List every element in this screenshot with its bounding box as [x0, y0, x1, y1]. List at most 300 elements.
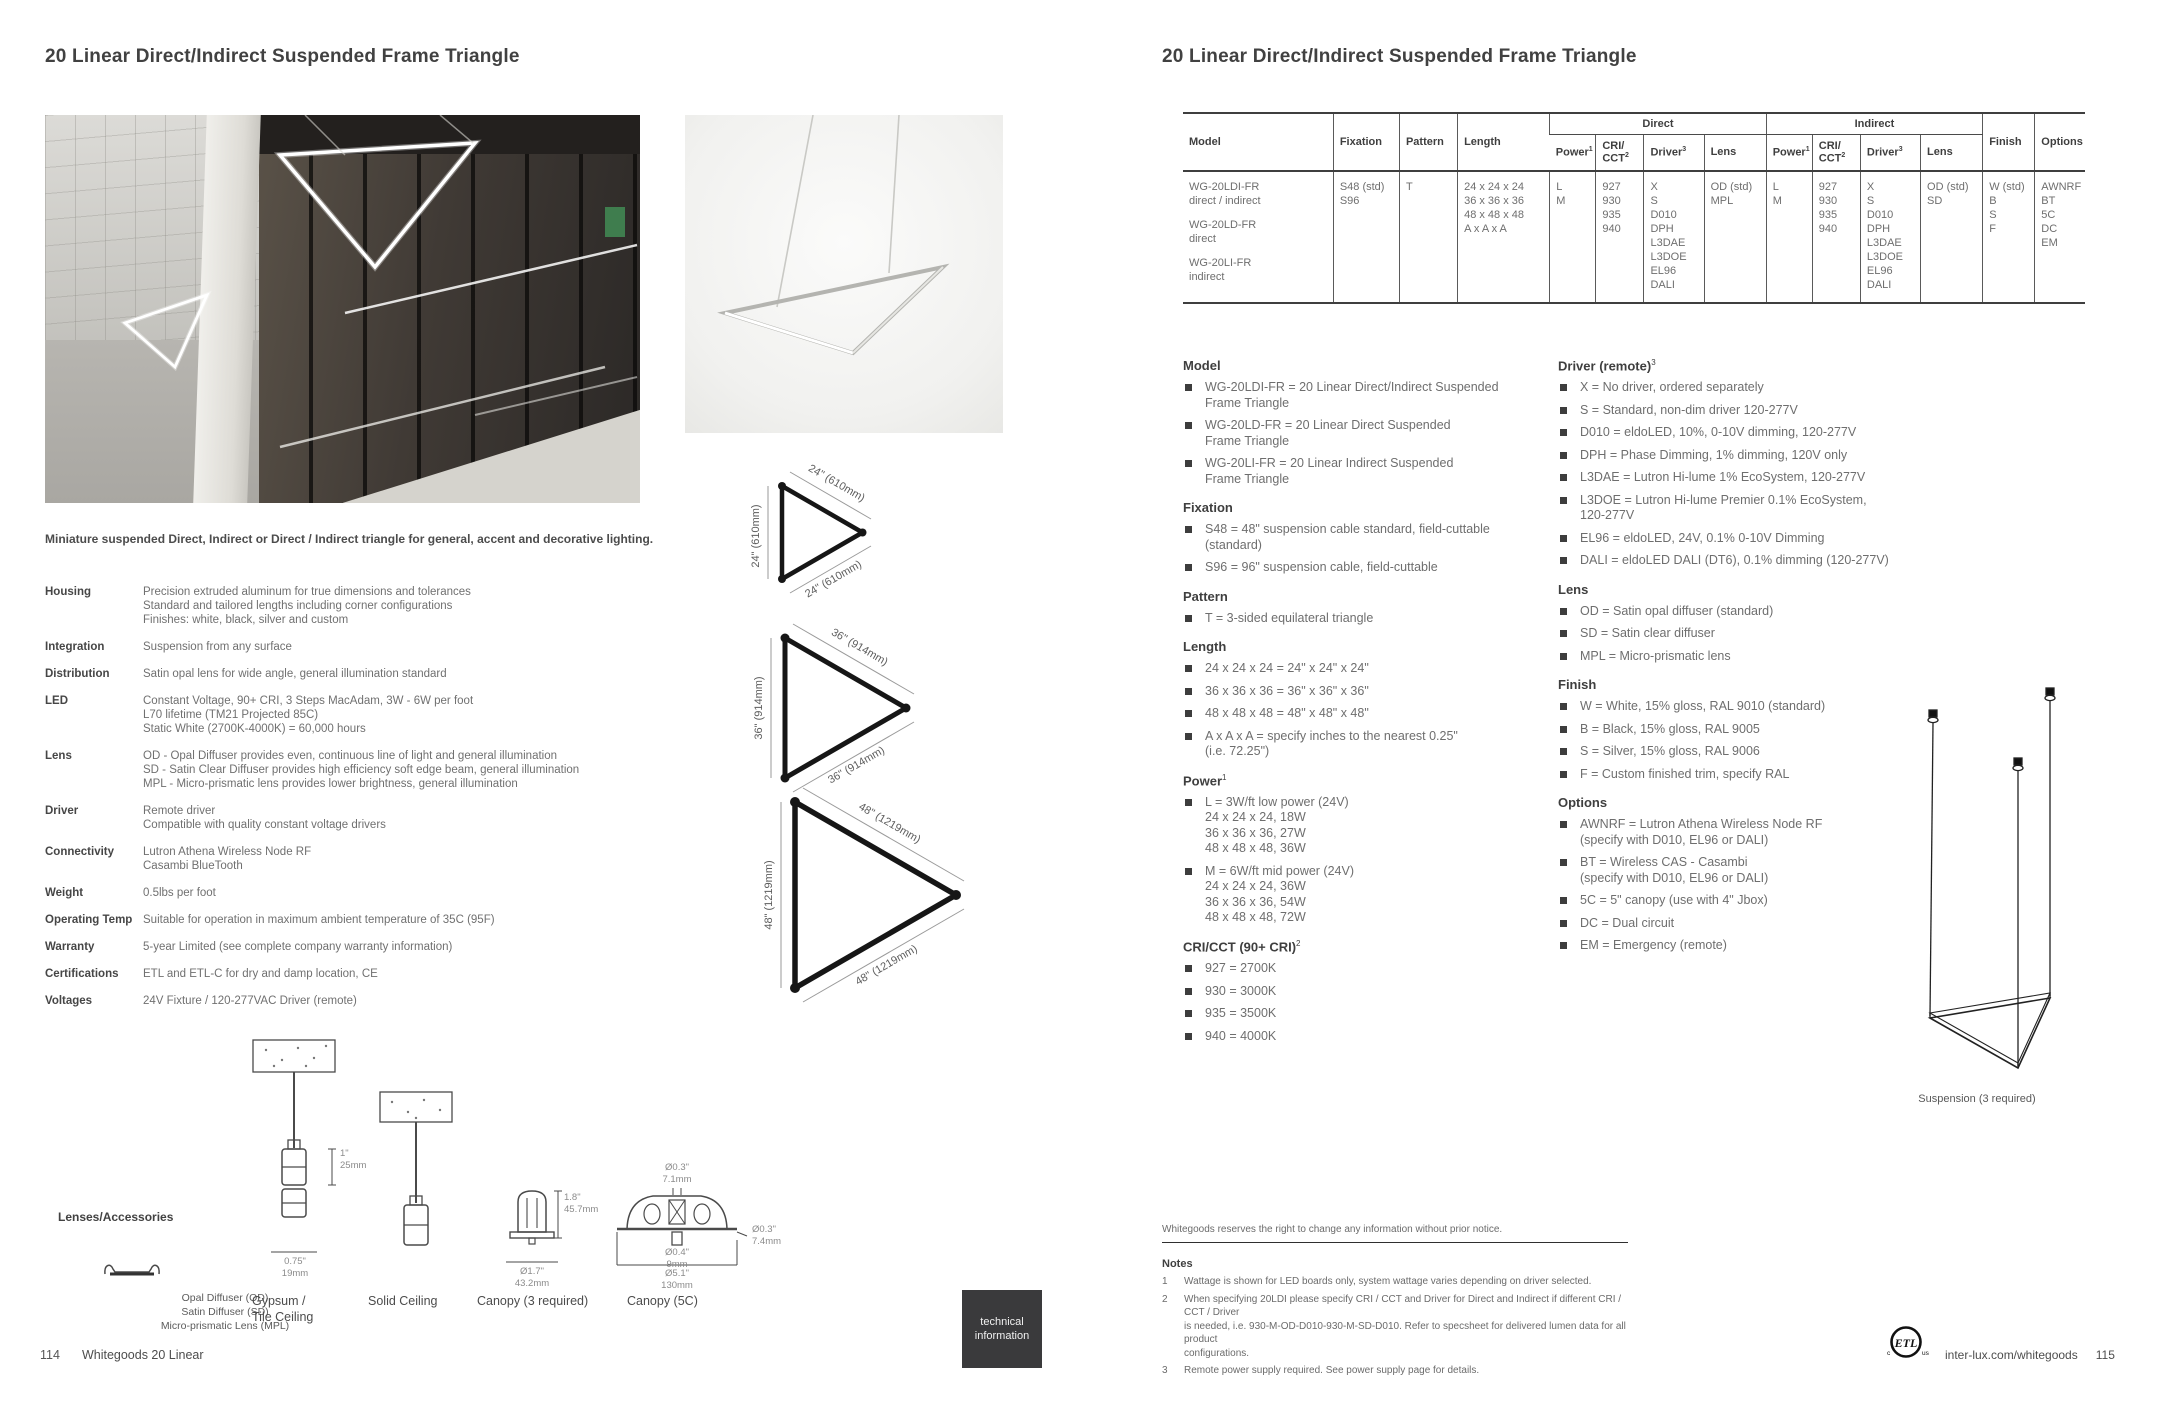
bullet-line: 48 x 48 x 48 = 48" x 48" x 48": [1205, 706, 1369, 720]
footer-right: [1945, 1348, 2115, 1362]
bullet-item: [1183, 418, 1603, 449]
notes-block: [1162, 1258, 1632, 1382]
bullet-item: [1558, 767, 1958, 783]
bullet-square-icon: [1560, 452, 1567, 459]
cell-indirect-power: [1766, 171, 1812, 303]
lens-profile-icon: [100, 1256, 164, 1280]
spec-value: [143, 749, 579, 791]
cell-line: L3DOE: [1866, 250, 1903, 263]
cell-line: S: [1866, 194, 1875, 207]
bullet-item: [1183, 522, 1603, 553]
bullet-line: EL96 = eldoLED, 24V, 0.1% 0-10V Dimming: [1580, 530, 1825, 545]
dim-label-48-top: 48" (1219mm): [856, 800, 923, 846]
suspension-caption: Suspension (3 required): [1918, 1093, 2036, 1105]
cell-line: SD: [1927, 194, 1943, 207]
bullet-line: (i.e. 72.25"): [1205, 744, 1270, 758]
bullet-line: M = 6W/ft mid power (24V): [1205, 863, 1354, 878]
bullet-item: [1558, 744, 1958, 760]
dim-label-36-left: 36" (914mm): [753, 676, 765, 740]
model-entry: [1189, 256, 1327, 284]
spec-value-line: Static White (2700K-4000K) = 60,000 hours: [143, 723, 366, 735]
bullet-item: [1558, 531, 1958, 547]
bullet-line: S = Standard, non-dim driver 120-277V: [1580, 402, 1798, 417]
gypsum-dim-side: 1" 25mm: [340, 1148, 367, 1171]
bullet-line: SD = Satin clear diffuser: [1580, 626, 1715, 641]
bullet-line: L3DOE = Lutron Hi-lume Premier 0.1% EcoSystem,: [1580, 492, 1867, 507]
bullet-item: [1558, 916, 1958, 932]
spec-label: Distribution: [45, 668, 110, 680]
gypsum-caption: Gypsum / Tile Ceiling: [252, 1294, 314, 1324]
cell-finish: [1983, 171, 2035, 303]
spec-label: Weight: [45, 887, 84, 899]
bullet-square-icon: [1560, 535, 1567, 542]
disclaimer-text: Whitegoods reserves the right to change any information without prior notice.: [1162, 1224, 1503, 1235]
bullet-lines: [1205, 984, 1276, 1000]
bullet-lines: [1580, 744, 1760, 760]
cell-line: D010: [1650, 208, 1677, 221]
svg-text:c: c: [1887, 1350, 1891, 1357]
bullet-line: EM = Emergency (remote): [1580, 938, 1727, 953]
note-number: 3: [1162, 1365, 1168, 1376]
bullet-square-icon: [1560, 608, 1567, 615]
section-title: Power$^1$: [1183, 772, 1227, 788]
spec-value-line: Constant Voltage, 90+ CRI, 3 Steps MacAdam, 3W - 6W per foot: [143, 695, 474, 707]
disclaimer-rule: [1162, 1242, 1628, 1243]
page-number-right: 115: [2095, 1348, 2115, 1362]
ordering-key-left-column: [1183, 345, 1603, 1051]
canopy5c-dim-right: Ø0.3" 7.4mm: [752, 1224, 782, 1247]
spec-row: [45, 886, 705, 900]
spec-row: [45, 585, 705, 627]
dim-label-48-left: 48" (1219mm): [763, 860, 775, 930]
bullet-square-icon: [1560, 859, 1567, 866]
dim-label-36-top: 36" (914mm): [829, 626, 890, 669]
spec-value: [143, 913, 495, 927]
model-type: direct / indirect: [1189, 194, 1261, 207]
bullet-lines: [1580, 916, 1674, 932]
bullet-item: [1558, 722, 1958, 738]
col-header-indirect-driver: Driver$^3$: [1860, 135, 1920, 171]
bullet-line: WG-20LI-FR = 20 Linear Indirect Suspended: [1205, 456, 1454, 470]
cell-direct-power: [1550, 171, 1596, 303]
etl-mark-icon: [1884, 1322, 1932, 1366]
spec-value-line: Lutron Athena Wireless Node RF: [143, 846, 312, 858]
bullet-lines: [1580, 722, 1760, 738]
bullet-line: S96 = 96" suspension cable, field-cuttable: [1205, 560, 1438, 574]
spec-value-line: Suitable for operation in maximum ambient temperature of 35C (95F): [143, 914, 495, 926]
model-code: WG-20LDI-FR: [1189, 180, 1260, 193]
col-header-finish: Finish: [1983, 113, 2035, 171]
bullet-line: B = Black, 15% gloss, RAL 9005: [1580, 721, 1760, 736]
pendant-drawing: [685, 115, 1003, 433]
spec-label: Warranty: [45, 941, 95, 953]
bullet-lines: [1580, 448, 1847, 464]
section-title: CRI/CCT (90+ CRI)$^2$: [1183, 938, 1301, 955]
bullet-item: [1558, 893, 1958, 909]
lens-caption-sd: Satin Diffuser (SD): [181, 1306, 269, 1318]
bullet-lines: [1205, 522, 1490, 553]
bullet-square-icon: [1560, 771, 1567, 778]
bullet-square-icon: [1560, 920, 1567, 927]
bullet-line: T = 3-sided equilateral triangle: [1205, 610, 1374, 625]
canopy3-dim-side: 1.8" 45.7mm: [564, 1192, 599, 1215]
note-text: [1184, 1364, 1479, 1378]
cell-line: L: [1772, 180, 1779, 193]
spec-value-line: Satin opal lens for wide angle, general illumination standard: [143, 668, 447, 680]
bullet-square-icon: [1560, 703, 1567, 710]
bullet-lines: [1580, 817, 1822, 848]
bullet-line: 48 x 48 x 48, 72W: [1205, 910, 1306, 925]
bullet-lines: [1580, 626, 1715, 642]
section-title: Finish: [1558, 677, 1597, 693]
bullet-square-icon: [1185, 1010, 1192, 1017]
spec-row: [45, 804, 705, 832]
bullet-item: [1183, 961, 1603, 977]
bullet-line: X = No driver, ordered separately: [1580, 380, 1764, 395]
bullet-lines: [1580, 470, 1865, 486]
model-code: WG-20LD-FR: [1189, 218, 1257, 231]
bullet-lines: [1580, 767, 1789, 783]
bullet-line: OD = Satin opal diffuser (standard): [1580, 603, 1774, 618]
cell-line: OD (std): [1927, 180, 1969, 193]
spec-value-line: Suspension from any surface: [143, 641, 292, 653]
bullet-line: Frame Triangle: [1205, 395, 1290, 410]
cell-line: M: [1556, 194, 1566, 207]
note-text-line: Remote power supply required. See power supply page for details.: [1184, 1365, 1480, 1376]
bullet-item: [1183, 611, 1603, 627]
cell-indirect-cricct: [1812, 171, 1860, 303]
bullet-line: S48 = 48" suspension cable standard, field-cuttable: [1205, 522, 1490, 536]
spec-value: [143, 640, 292, 654]
section-title: Options: [1558, 795, 1608, 811]
spec-value: [143, 804, 386, 832]
note-item: [1162, 1275, 1632, 1289]
bullet-line: MPL = Micro-prismatic lens: [1580, 648, 1731, 663]
cell-line: T: [1405, 180, 1413, 193]
cell-line: M: [1772, 194, 1782, 207]
bullet-item: [1183, 706, 1603, 722]
bullet-square-icon: [1560, 557, 1567, 564]
bullet-line: 48 x 48 x 48, 36W: [1205, 841, 1306, 856]
col-header-direct-cricct: CRI/ CCT$^2$: [1596, 135, 1644, 171]
cell-line: BT: [2041, 194, 2056, 207]
technical-information-link[interactable]: [962, 1290, 1042, 1368]
bullet-square-icon: [1560, 942, 1567, 949]
dim-label-24-top: 24" (610mm): [806, 462, 867, 505]
bullet-lines: [1205, 729, 1458, 760]
spec-label: LED: [45, 695, 68, 707]
col-header-fixation: Fixation: [1333, 113, 1399, 171]
model-entry: [1189, 218, 1327, 246]
spec-value-line: MPL - Micro-prismatic lens provides lower brightness, general illumination: [143, 778, 518, 790]
bullet-square-icon: [1185, 733, 1192, 740]
bullet-item: [1558, 493, 1958, 524]
spec-value-line: 5-year Limited (see complete company warranty information): [143, 941, 453, 953]
col-header-indirect-power: Power$^1$: [1766, 135, 1812, 171]
spec-value: [143, 940, 452, 954]
ordering-table: [1183, 112, 2085, 304]
spec-value: [143, 967, 378, 981]
bullet-line: 935 = 3500K: [1205, 1006, 1277, 1021]
ordering-key-right-column: [1558, 345, 1958, 961]
cell-direct-cricct: [1596, 171, 1644, 303]
bullet-item: [1183, 456, 1603, 487]
spec-label: Driver: [45, 805, 79, 817]
bullet-lines: [1205, 684, 1369, 700]
cell-line: X: [1650, 180, 1658, 193]
cell-line: 935: [1602, 208, 1621, 221]
spec-value-line: Compatible with quality constant voltage drivers: [143, 819, 386, 831]
bullet-square-icon: [1560, 429, 1567, 436]
cell-line: EL96: [1650, 264, 1677, 277]
cell-line: DALI: [1866, 278, 1892, 291]
cell-model: [1183, 171, 1333, 303]
bullet-square-icon: [1560, 653, 1567, 660]
product-photo-installation: [45, 115, 640, 503]
note-text-line: Wattage is shown for LED boards only, system wattage varies depending on driver selected.: [1184, 1276, 1592, 1287]
cell-line: F: [1989, 222, 1996, 235]
bullet-line: 927 = 2700K: [1205, 961, 1277, 976]
bullet-item: [1558, 470, 1958, 486]
cell-line: 927: [1602, 180, 1621, 193]
cell-line: W (std): [1989, 180, 2025, 193]
cell-indirect-lens: [1921, 171, 1983, 303]
cell-line: B: [1989, 194, 1997, 207]
bullet-lines: [1205, 1029, 1276, 1045]
footer-left: [40, 1348, 204, 1362]
cell-line: S: [1989, 208, 1997, 221]
note-number: 2: [1162, 1293, 1168, 1305]
note-text-line: configurations.: [1184, 1347, 1250, 1359]
spec-value: [143, 694, 473, 736]
bullet-square-icon: [1185, 988, 1192, 995]
cell-line: L3DOE: [1650, 250, 1687, 263]
bullet-line: 120-277V: [1580, 508, 1635, 523]
cell-line: 930: [1602, 194, 1621, 207]
section-title: Lens: [1558, 581, 1589, 597]
spec-row: [45, 694, 705, 736]
bullet-line: WG-20LDI-FR = 20 Linear Direct/Indirect Suspended: [1205, 380, 1499, 394]
spec-value-line: L70 lifetime (TM21 Projected 85C): [143, 709, 319, 721]
note-text: [1184, 1275, 1591, 1289]
cell-line: MPL: [1710, 194, 1734, 207]
bullet-square-icon: [1185, 526, 1192, 533]
product-photo-pendant: [685, 115, 1003, 433]
note-text-line: When specifying 20LDI please specify CRI / CCT and Driver for Direct and Indirect if different CRI / CCT / Driver: [1184, 1293, 1622, 1318]
section-title: Length: [1183, 639, 1227, 654]
bullet-square-icon: [1185, 710, 1192, 717]
canopy5c-caption: Canopy (5C): [627, 1294, 698, 1308]
group-header-indirect: Indirect: [1766, 113, 1982, 135]
bullet-square-icon: [1560, 497, 1567, 504]
canopy3-dim-below: Ø1.7" 43.2mm: [514, 1266, 550, 1289]
cell-line: EL96: [1866, 264, 1893, 277]
bullet-line: AWNRF = Lutron Athena Wireless Node RF: [1580, 817, 1823, 832]
note-text-line: is needed, i.e. 930-M-OD-D010-930-M-SD-D010. Refer to specsheet for delivered lumen data for all product: [1184, 1320, 1626, 1345]
col-header-model: Model: [1183, 113, 1333, 171]
cell-line: DPH: [1866, 222, 1891, 235]
bullet-line: 940 = 4000K: [1205, 1028, 1277, 1043]
bullet-square-icon: [1185, 564, 1192, 571]
cell-line: 940: [1602, 222, 1621, 235]
bullet-lines: [1580, 699, 1825, 715]
note-number: 1: [1162, 1276, 1168, 1287]
lens-caption: [85, 1291, 365, 1333]
cell-line: S48 (std): [1339, 180, 1385, 193]
bullet-square-icon: [1185, 422, 1192, 429]
table-row: [1183, 171, 2085, 303]
bullet-lines: [1205, 611, 1373, 627]
notes-title: Notes: [1162, 1258, 1193, 1270]
bullet-line: W = White, 15% gloss, RAL 9010 (standard): [1580, 699, 1826, 714]
bullet-item: [1558, 553, 1958, 569]
cell-fixation: [1333, 171, 1399, 303]
bullet-line: BT = Wireless CAS - Casambi: [1580, 855, 1748, 870]
col-header-direct-power: Power$^1$: [1550, 135, 1596, 171]
bullet-lines: [1580, 649, 1731, 665]
spec-value: [143, 994, 357, 1008]
dim-label-36-bottom: 36" (914mm): [826, 744, 887, 787]
spec-value-line: SD - Satin Clear Diffuser provides high efficiency soft edge beam, general illumination: [143, 764, 580, 776]
spec-row: [45, 667, 705, 681]
bullet-square-icon: [1185, 688, 1192, 695]
model-code: WG-20LI-FR: [1189, 256, 1252, 269]
spec-row: [45, 749, 705, 791]
spec-value: [143, 845, 311, 873]
cell-line: DC: [2041, 222, 2058, 235]
spec-value-line: Precision extruded aluminum for true dimensions and tolerances: [143, 586, 471, 598]
bullet-item: [1183, 864, 1603, 926]
suspension-diagram: [1920, 640, 2080, 1090]
page-title-left: 20 Linear Direct/Indirect Suspended Frame Triangle: [45, 46, 520, 67]
spec-value-line: 24V Fixture / 120-277VAC Driver (remote): [143, 995, 357, 1007]
bullet-square-icon: [1560, 726, 1567, 733]
cell-direct-lens: [1704, 171, 1766, 303]
bullet-item: [1558, 403, 1958, 419]
bullet-line: 5C = 5" canopy (use with 4" Jbox): [1580, 893, 1768, 908]
bullet-square-icon: [1560, 407, 1567, 414]
bullet-lines: [1205, 706, 1369, 722]
spec-value-line: OD - Opal Diffuser provides even, continuous line of light and general illumination: [143, 750, 558, 762]
bullet-square-icon: [1185, 615, 1192, 622]
col-header-direct-lens: Lens: [1704, 135, 1766, 171]
cell-line: DPH: [1650, 222, 1674, 235]
spec-label: Lens: [45, 750, 72, 762]
photo-triangle-fixtures: [45, 115, 640, 503]
col-header-pattern: Pattern: [1399, 113, 1457, 171]
cell-line: 927: [1818, 180, 1838, 193]
bullet-square-icon: [1560, 630, 1567, 637]
bullet-item: [1558, 649, 1958, 665]
cell-line: 935: [1818, 208, 1838, 221]
dim-label-24-left: 24" (610mm): [750, 504, 762, 568]
bullet-line: WG-20LD-FR = 20 Linear Direct Suspended: [1205, 418, 1451, 432]
spec-value-line: Casambi BlueTooth: [143, 860, 243, 872]
bullet-square-icon: [1560, 474, 1567, 481]
spec-label: Operating Temp: [45, 914, 133, 926]
cell-line: 940: [1818, 222, 1838, 235]
bullet-lines: [1205, 418, 1451, 449]
bullet-line: Frame Triangle: [1205, 433, 1290, 448]
bullet-line: (standard): [1205, 537, 1262, 552]
spec-value-line: Standard and tailored lengths including corner configurations: [143, 600, 453, 612]
bullet-line: L = 3W/ft low power (24V): [1205, 794, 1349, 809]
accessories-heading: Lenses/Accessories: [58, 1210, 174, 1224]
cell-line: S96: [1339, 194, 1360, 207]
bullet-line: L3DAE = Lutron Hi-lume 1% EcoSystem, 120-277V: [1580, 470, 1866, 485]
canopy3-caption: Canopy (3 required): [477, 1294, 589, 1308]
cell-options: [2035, 171, 2085, 303]
bullet-square-icon: [1185, 384, 1192, 391]
bullet-line: Frame Triangle: [1205, 471, 1290, 486]
website-link[interactable]: inter-lux.com/whitegoods: [1945, 1348, 2078, 1362]
bullet-lines: [1580, 938, 1727, 954]
bullet-lines: [1205, 795, 1349, 857]
spec-row: [45, 845, 705, 873]
model-type: indirect: [1189, 270, 1225, 283]
lens-caption-od: Opal Diffuser (OD): [181, 1292, 269, 1304]
spec-row: [45, 913, 705, 927]
bullet-lines: [1205, 661, 1369, 677]
bullet-line: (specify with D010, EL96 or DALI): [1580, 870, 1769, 885]
cell-line: EM: [2041, 236, 2058, 249]
bullet-line: 24 x 24 x 24 = 24" x 24" x 24": [1205, 661, 1369, 675]
bullet-lines: [1205, 864, 1354, 926]
bullet-item: [1183, 560, 1603, 576]
section-title: Driver (remote)$^3$: [1558, 358, 1656, 374]
col-header-length: Length: [1458, 113, 1550, 171]
svg-text:us: us: [1922, 1350, 1929, 1357]
bullet-item: [1183, 1029, 1603, 1045]
spec-value-line: Finishes: white, black, silver and custom: [143, 614, 349, 626]
gypsum-icon: [253, 1040, 336, 1252]
bullet-item: [1183, 984, 1603, 1000]
bullet-item: [1183, 380, 1603, 411]
dimension-diagram-48: [680, 772, 1010, 1012]
bullet-line: DALI = eldoLED DALI (DT6), 0.1% dimming (120-277V): [1580, 553, 1889, 568]
bullet-item: [1558, 626, 1958, 642]
canopy3-icon: [506, 1191, 562, 1262]
col-header-indirect-lens: Lens: [1921, 135, 1983, 171]
cell-line: L3DAE: [1650, 236, 1686, 249]
spec-label: Voltages: [45, 995, 93, 1007]
lens-caption-mpl: Micro-prismatic Lens (MPL): [160, 1320, 290, 1332]
bullet-square-icon: [1560, 384, 1567, 391]
bullet-item: [1183, 729, 1603, 760]
spec-value-line: 0.5lbs per foot: [143, 887, 216, 899]
bullet-item: [1558, 448, 1958, 464]
section-title: Model: [1183, 358, 1221, 373]
bullet-square-icon: [1185, 665, 1192, 672]
bullet-item: [1183, 1006, 1603, 1022]
cell-line: AWNRF: [2041, 180, 2082, 193]
page-number-left: 114: [40, 1348, 60, 1362]
bullet-lines: [1205, 560, 1438, 576]
bullet-line: A x A x A = specify inches to the nearest 0.25": [1205, 728, 1458, 743]
bullet-line: S = Silver, 15% gloss, RAL 9006: [1580, 744, 1760, 759]
spec-value: [143, 585, 471, 627]
bullet-lines: [1580, 893, 1768, 909]
bullet-line: 36 x 36 x 36 = 36" x 36" x 36": [1205, 683, 1369, 698]
model-entry: [1189, 180, 1327, 208]
canopy5c-dim-bottom: Ø5.1" 130mm: [661, 1268, 693, 1291]
bullet-square-icon: [1185, 460, 1192, 467]
cell-line: D010: [1866, 208, 1894, 221]
svg-text:ETL: ETL: [1894, 1336, 1918, 1350]
cell-pattern: [1399, 171, 1457, 303]
dim-label-24-bottom: 24" (610mm): [803, 558, 864, 601]
bullet-lines: [1580, 493, 1867, 524]
